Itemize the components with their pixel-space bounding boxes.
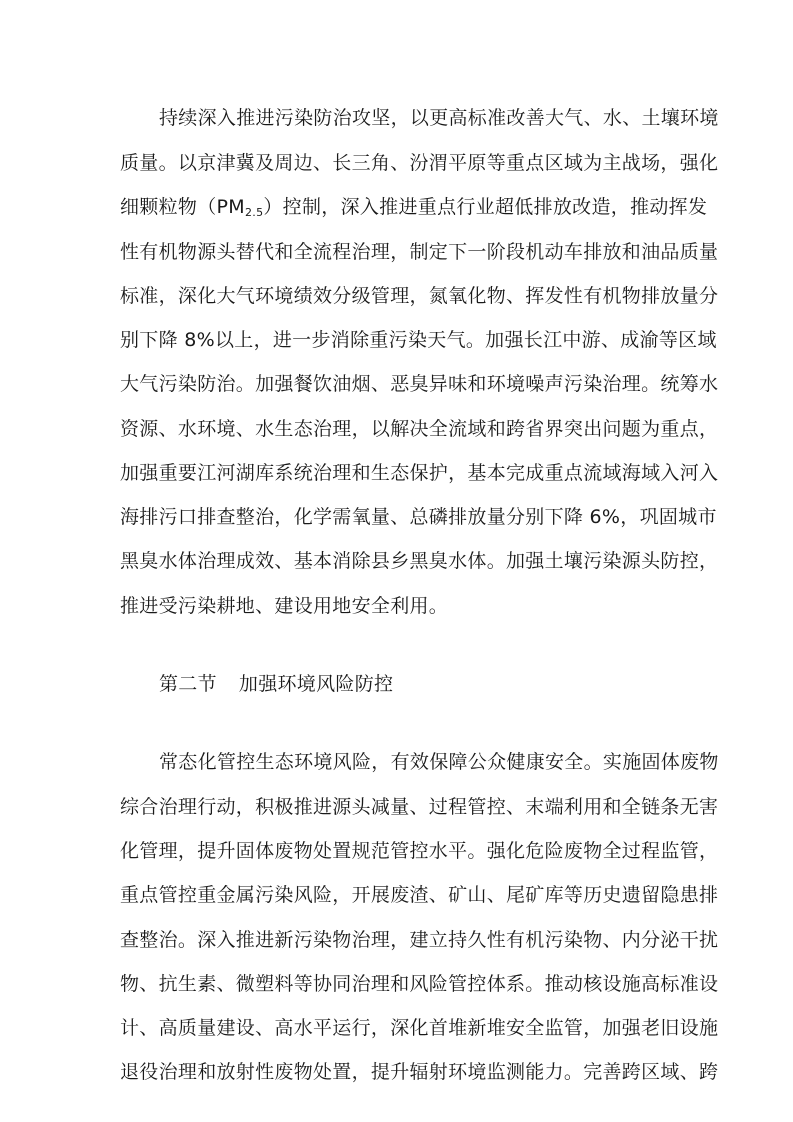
paragraph1-line-1: 持续深入推进污染防治攻坚，以更高标准改善大气、水、土壤环境 [159, 107, 719, 129]
paragraph1-line-7: 大气污染防治。加强餐饮油烟、恶臭异味和环境噪声污染治理。统筹水 [120, 373, 719, 395]
paragraph1-line-5: 标准，深化大气环境绩效分级管理，氮氧化物、挥发性有机物排放量分 [120, 285, 719, 307]
paragraph2-line-7: 计、高质量建设、高水平运行，深化首堆新堆安全监管，加强老旧设施 [120, 1017, 719, 1039]
paragraph1-line-10: 海排污口排查整治，化学需氧量、总磷排放量分别下降 6%，巩固城市 [120, 506, 717, 528]
paragraph1-line-3-rest: ）控制，深入推进重点行业超低排放改造，推动挥发 [263, 196, 708, 218]
paragraph2-line-6: 物、抗生素、微塑料等协同治理和风险管控体系。推动核设施高标准设 [120, 973, 719, 995]
section-heading [159, 664, 719, 704]
paragraph1-line-8: 资源、水环境、水生态治理，以解决全流域和跨省界突出问题为重点， [120, 418, 719, 440]
paragraph1-line-11: 黑臭水体治理成效、基本消除县乡黑臭水体。加强土壤污染源头防控， [120, 550, 719, 572]
paragraph2-line-4: 重点管控重金属污染风险，开展废渣、矿山、尾矿库等历史遗留隐患排 [120, 884, 719, 906]
section-number: 第二节 [159, 673, 217, 695]
pm-subscript: 2.5 [244, 206, 264, 219]
paragraph1-line-3 [120, 187, 708, 227]
paragraph2-line-2: 综合治理行动，积极推进源头减量、过程管控、末端利用和全链条无害 [120, 796, 719, 818]
paragraph1-line-2: 质量。以京津冀及周边、长三角、汾渭平原等重点区域为主战场，强化 [120, 152, 719, 174]
paragraph1-line-3-start: 细颗粒物（ [120, 196, 217, 218]
paragraph2-line-1: 常态化管控生态环境风险，有效保障公众健康安全。实施固体废物 [159, 751, 719, 773]
paragraph1-line-6: 别下降 8%以上，进一步消除重污染天气。加强长江中游、成渝等区域 [120, 329, 717, 351]
paragraph2-line-5: 查整治。深入推进新污染物治理，建立持久性有机污染物、内分泌干扰 [120, 929, 719, 951]
pm-label: PM [216, 196, 245, 218]
paragraph1-line-9: 加强重要江河湖库系统治理和生态保护，基本完成重点流域海域入河入 [120, 462, 719, 484]
paragraph2-line-3: 化管理，提升固体废物处置规范管控水平。强化危险废物全过程监管， [120, 840, 719, 862]
paragraph2-line-8: 退役治理和放射性废物处置，提升辐射环境监测能力。完善跨区域、跨 [120, 1061, 719, 1083]
section-title: 加强环境风险防控 [238, 673, 394, 695]
paragraph1-line-12: 推进受污染耕地、建设用地安全利用。 [120, 595, 449, 617]
paragraph1-line-4: 性有机物源头替代和全流程治理，制定下一阶段机动车排放和油品质量 [120, 241, 719, 263]
